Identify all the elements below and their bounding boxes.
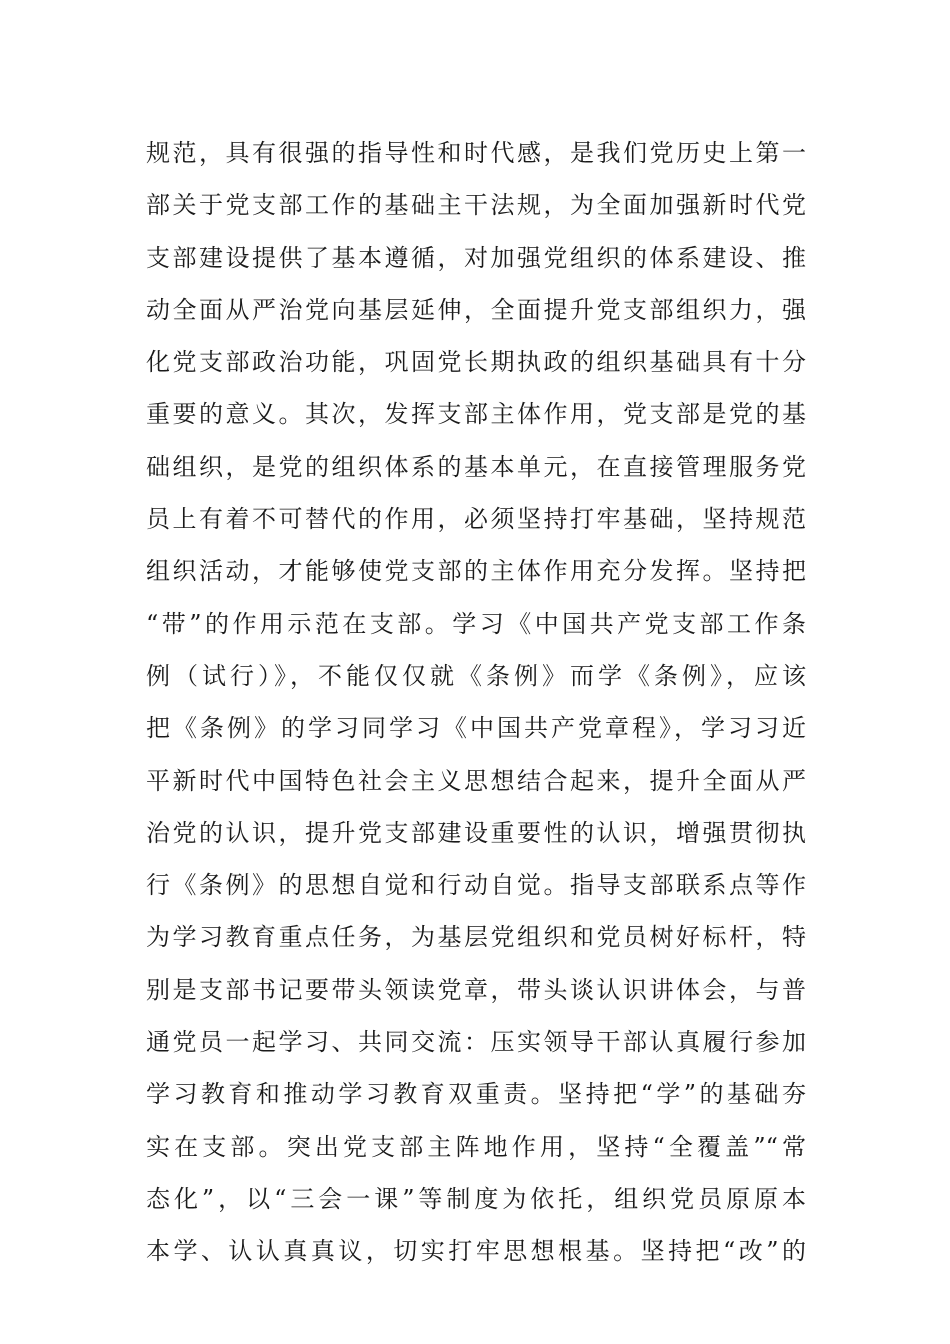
text-line: 态化”，以“三会一课”等制度为依托，组织党员原原本 <box>146 1184 806 1213</box>
text-line: 组织活动，才能够使党支部的主体作用充分发挥。坚持把 <box>146 557 806 586</box>
text-line: 别是支部书记要带头领读党章，带头谈认识讲体会，与普 <box>146 975 806 1004</box>
text-line: 本学、认认真真议，切实打牢思想根基。坚持把“改”的 <box>146 1237 806 1266</box>
text-line: 重要的意义。其次，发挥支部主体作用，党支部是党的基 <box>146 400 806 429</box>
text-line: 行《条例》的思想自觉和行动自觉。指导支部联系点等作 <box>146 871 806 900</box>
text-line: 化党支部政治功能，巩固党长期执政的组织基础具有十分 <box>146 348 806 377</box>
text-line: 治党的认识，提升党支部建设重要性的认识，增强贯彻执 <box>146 818 806 847</box>
text-line: 例（试行）》，不能仅仅就《条例》而学《条例》，应该 <box>146 661 806 690</box>
text-line: 员上有着不可替代的作用，必须坚持打牢基础，坚持规范 <box>146 505 806 534</box>
text-line: 规范，具有很强的指导性和时代感，是我们党历史上第一 <box>146 139 806 167</box>
text-line: 学习教育和推动学习教育双重责。坚持把“学”的基础夯 <box>146 1080 806 1109</box>
text-line: 通党员一起学习、共同交流：压实领导干部认真履行参加 <box>146 1028 806 1057</box>
text-line: 础组织，是党的组织体系的基本单元，在直接管理服务党 <box>146 452 806 481</box>
text-line: “带”的作用示范在支部。学习《中国共产党支部工作条 <box>146 609 806 638</box>
text-line: 支部建设提供了基本遵循，对加强党组织的体系建设、推 <box>146 243 806 272</box>
text-line: 部关于党支部工作的基础主干法规，为全面加强新时代党 <box>146 191 806 220</box>
body-paragraph <box>146 127 806 1278</box>
text-line: 为学习教育重点任务，为基层党组织和党员树好标杆，特 <box>146 923 806 952</box>
text-line: 把《条例》的学习同学习《中国共产党章程》，学习习近 <box>146 714 806 743</box>
text-line: 平新时代中国特色社会主义思想结合起来，提升全面从严 <box>146 766 806 795</box>
text-line: 动全面从严治党向基层延伸，全面提升党支部组织力，强 <box>146 295 806 324</box>
text-line: 实在支部。突出党支部主阵地作用，坚持“全覆盖”“常 <box>146 1132 806 1161</box>
